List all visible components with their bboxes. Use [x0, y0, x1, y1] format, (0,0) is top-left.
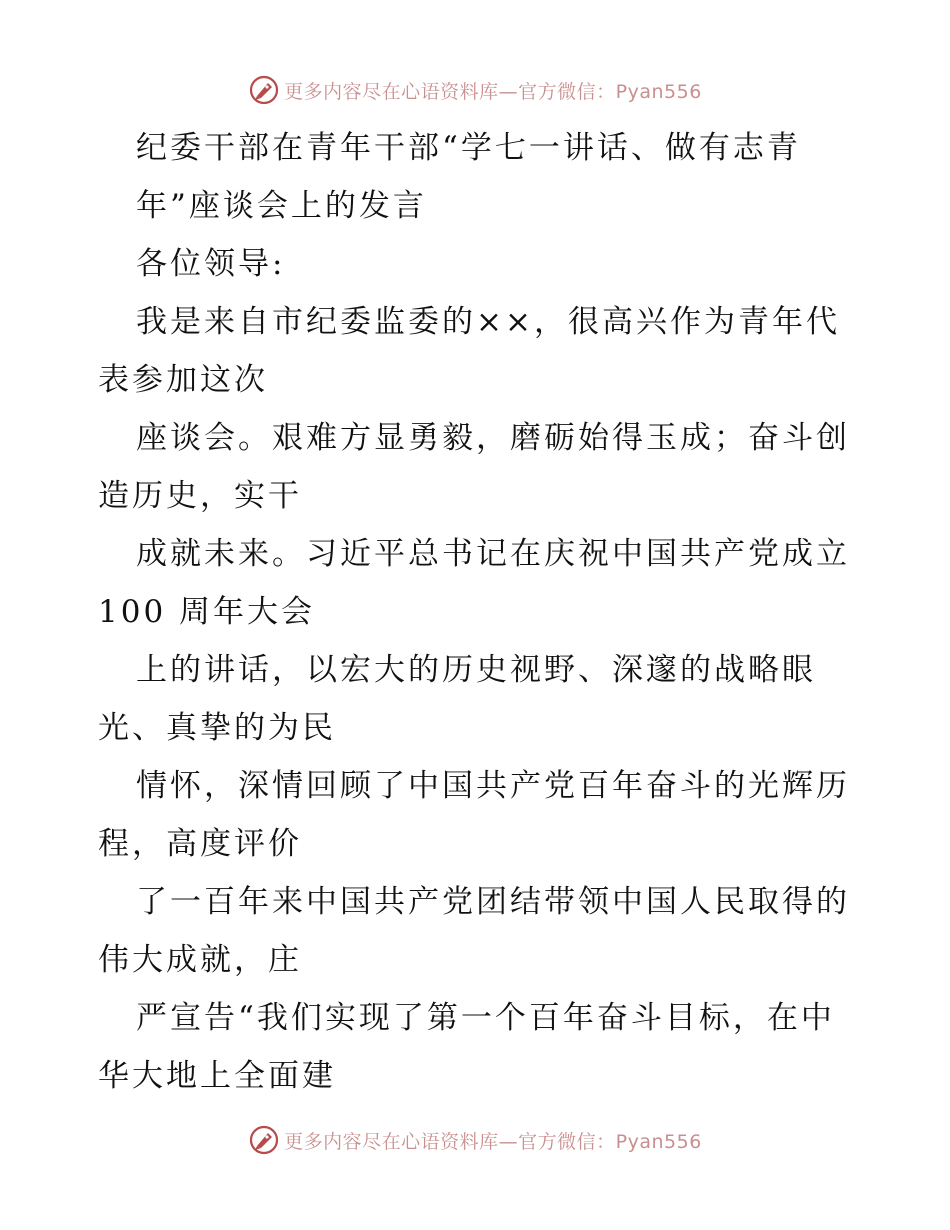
- paragraph-line: 100 周年大会: [98, 594, 316, 630]
- paragraph-line: 情怀，深情回顾了中国共产党百年奋斗的光辉历: [136, 768, 850, 804]
- paragraph-line: 光、真挚的为民: [98, 710, 336, 746]
- salutation: 各位领导:: [136, 246, 286, 282]
- paragraph-line: 了一百年来中国共产党团结带领中国人民取得的: [136, 884, 850, 920]
- paragraph-line: 伟大成就，庄: [98, 942, 302, 978]
- document-title-line-1: 纪委干部在青年干部“学七一讲话、做有志青: [136, 130, 801, 166]
- paragraph-line: 表参加这次: [98, 362, 268, 398]
- paragraph-line: 程，高度评价: [98, 826, 302, 862]
- paragraph-line: 造历史，实干: [98, 478, 302, 514]
- paragraph-line: 上的讲话，以宏大的历史视野、深邃的战略眼: [136, 652, 816, 688]
- paragraph-line: 华大地上全面建: [98, 1058, 336, 1094]
- watermark-text: 更多内容尽在心语资料库—官方微信：Pyan556: [284, 80, 702, 103]
- pen-nib-seal-icon: [248, 74, 280, 106]
- pen-nib-seal-icon: [248, 1124, 280, 1156]
- watermark-text: 更多内容尽在心语资料库—官方微信：Pyan556: [284, 1130, 702, 1153]
- header-watermark-banner: [0, 70, 950, 110]
- document-title-line-2: 年”座谈会上的发言: [136, 188, 427, 224]
- paragraph-line: 座谈会。艰难方显勇毅，磨砺始得玉成；奋斗创: [136, 420, 850, 456]
- footer-watermark-banner: [0, 1120, 950, 1160]
- paragraph-line: 严宣告“我们实现了第一个百年奋斗目标，在中: [136, 1000, 835, 1036]
- paragraph-line: 成就未来。习近平总书记在庆祝中国共产党成立: [136, 536, 850, 572]
- paragraph-line: 我是来自市纪委监委的××，很高兴作为青年代: [136, 304, 840, 340]
